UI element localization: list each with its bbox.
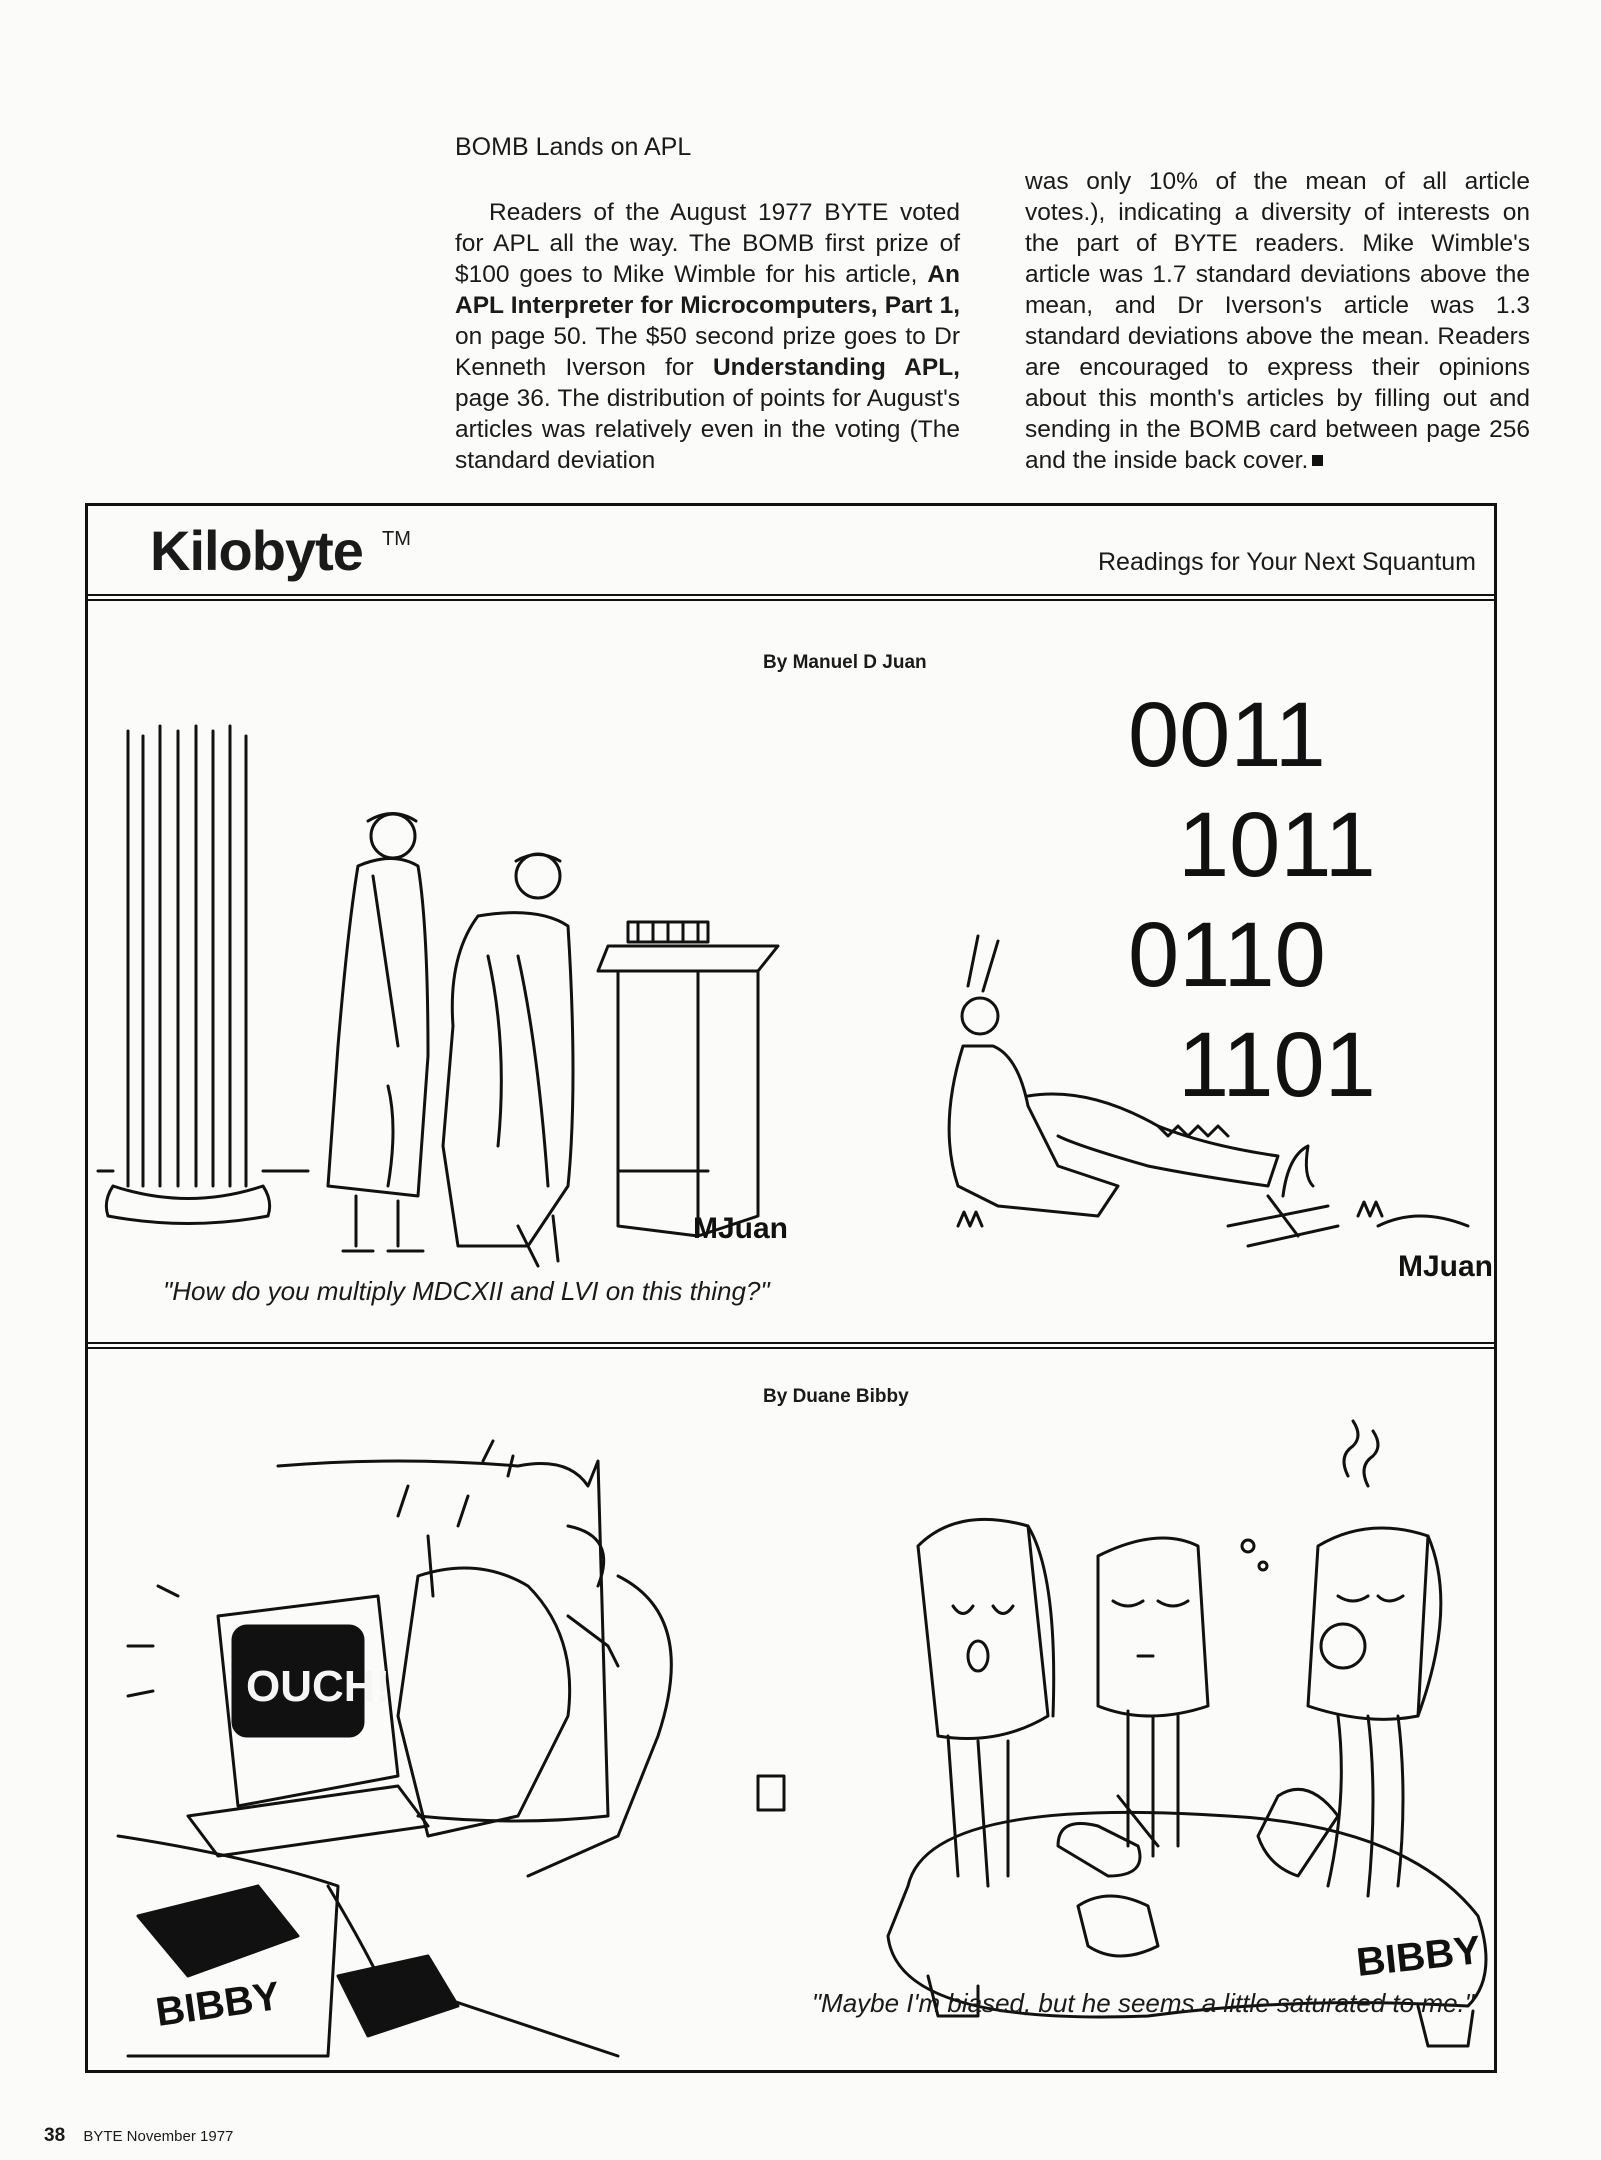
binary-smoke-line-2: 1011 (1178, 794, 1376, 896)
binary-smoke-line-3: 0110 (1128, 904, 1326, 1006)
header-divider (88, 594, 1494, 601)
cartoon-1-caption: "How do you multiply MDCXII and LVI on this thing?" (163, 1276, 770, 1306)
binary-smoke-signals (1128, 684, 1376, 1116)
cartoon-1-signature-b: MJuan (1398, 1250, 1494, 1283)
cartoon-1-illustration (98, 626, 1494, 1283)
cartoon-1-signature-a: MJuan (693, 1212, 789, 1245)
trademark-mark: TM (382, 528, 411, 550)
cartoon-2-caption: "Maybe I'm biased, but he seems a little saturated to me." (811, 1988, 1474, 2018)
binary-smoke-line-4: 1101 (1178, 1014, 1376, 1116)
kilobyte-logo: Kilobyte (150, 519, 363, 582)
standing-roman-figure (328, 814, 428, 1252)
bold-article-title-1: An APL Interpreter for Microcomputers, Part 1, (455, 261, 960, 319)
column-2-text: was only 10% of the mean of all article votes.), indicating a diversity of interests on the part of BYTE readers. Mike Wimble's article was 1.7 standard deviations above the mean, and Dr Iverson's article was 1.3 standard deviations above the mean. Readers are encouraged to express their opinions about this month's articles by filling out and sending in the BOMB card between page 256 and the inside back cover. (1025, 168, 1530, 474)
kilobyte-subtitle: Readings for Your Next Squantum (1097, 548, 1476, 576)
cartoon-2-illustration (98, 1416, 1488, 2056)
seated-roman-with-abacus (443, 854, 778, 1266)
column-1-text-b: on page 50. The $50 second prize goes to Dr Kenneth Iverson for (455, 323, 960, 381)
cartoon-divider (88, 1342, 1494, 1349)
column-1-text-c: page 36. The distribution of points for August's articles was relatively even in the voting (The standard deviation (455, 385, 960, 474)
cartoon-1-byline: By Manuel D Juan (763, 652, 927, 673)
end-mark (1312, 455, 1323, 466)
page-footer (44, 2125, 233, 2147)
programmer-cartoon (118, 1441, 784, 2056)
issue-label: BYTE November 1977 (83, 2128, 234, 2145)
kilobyte-cartoon-frame (85, 503, 1497, 2073)
column-1-text-a: Readers of the August 1977 BYTE voted for APL all the way. The BOMB first prize of $100 goes to Mike Wimble for his article, (455, 199, 960, 288)
article-column-1 (455, 197, 960, 476)
cartoon-2-signature-b: BIBBY (1354, 1928, 1483, 1985)
article-column-2 (1025, 166, 1530, 476)
bomb-article (0, 0, 1601, 500)
cartoon-2-byline: By Duane Bibby (763, 1386, 909, 1407)
page-number: 38 (44, 2125, 66, 2146)
cartoon-2-signature-a: BIBBY (153, 1974, 283, 2035)
article-title: BOMB Lands on APL (455, 133, 692, 161)
binary-smoke-line-1: 0011 (1128, 684, 1326, 786)
bold-article-title-2: Understanding APL, (712, 354, 960, 381)
computer-screen-text: OUCH! (246, 1662, 391, 1711)
